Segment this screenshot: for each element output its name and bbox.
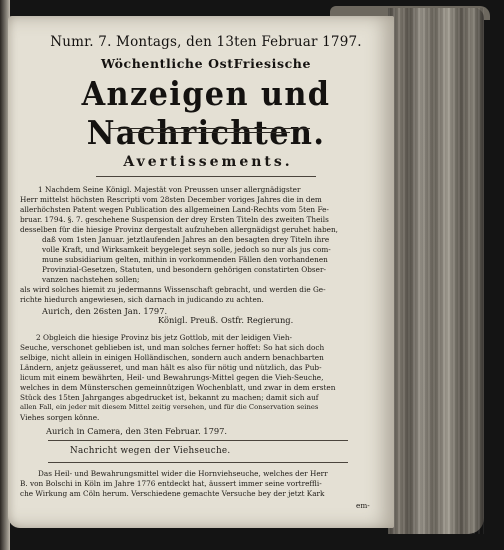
notice1-date: Aurich, den 26sten Jan. 1797. bbox=[42, 306, 168, 316]
notice1-line: volle Kraft, und Wirksamkeit beygeleget seyn solle, jedoch so nur als jus com- bbox=[42, 245, 331, 254]
notice2-line: Seuche, verschonet geblieben ist, und man solches ferner hoffet: So hat sich doch bbox=[20, 343, 325, 352]
notice3-line: che Wirkung am Cöln herum. Verschiedene gemachte Versuche bey der jetzt Kark bbox=[20, 489, 325, 498]
notice2-line: welches in dem Münsterschen gemeinnützigen Wochenblatt, und zwar in dem ersten bbox=[20, 383, 336, 392]
title-rule-thin bbox=[130, 132, 290, 133]
notice2-line: Viehes sorgen könne. bbox=[20, 413, 100, 422]
notice2-date: Aurich in Camera, den 3ten Februar. 1797. bbox=[46, 426, 228, 436]
notice2-line: selbige, nicht allein in einigen Holländischen, sondern auch andern benachbarten bbox=[20, 353, 324, 362]
notice2-line: Ländern, anjetz geäusseret, und man hält es also für nötig und nützlich, das Pub- bbox=[20, 363, 322, 372]
notice3-line: Das Heil- und Bewahrungsmittel wider die Hornviehseuche, welches der Herr bbox=[38, 469, 328, 478]
issue-line: Numr. 7. Montags, den 13ten Februar 1797. bbox=[50, 34, 362, 50]
publication-title: Anzeigen und Nachrichten. bbox=[81, 74, 331, 152]
newspaper-page bbox=[8, 16, 394, 528]
notice2-line: allen Fall, ein jeder mit diesem Mittel zeitig versehen, und für die Conservation seines bbox=[20, 403, 319, 411]
notice3-rule bbox=[48, 462, 348, 463]
notice1-line: allerhöchsten Patent wegen Publication des allgemeinen Land-Rechts vom 5ten Fe- bbox=[20, 205, 329, 214]
notice1-line: mune subsidiarium gelten, mithin in vorkommenden Fällen den vorhandenen bbox=[42, 255, 328, 264]
notice1-line: Herr mittelst höchsten Rescripti vom 28sten December voriges Jahres die in dem bbox=[20, 195, 322, 204]
notice2-line: Stück des 15ten Jahrganges abgedrucket ist, bekannt zu machen; damit sich auf bbox=[20, 393, 319, 402]
page-stack-edge bbox=[388, 8, 484, 534]
notice1-line: bruar. 1794. §. 7. geschehene Suspension der drey Ersten Titeln des zweiten Theils bbox=[20, 215, 329, 224]
notice1-signature: Königl. Preuß. Ostfr. Regierung. bbox=[158, 315, 294, 325]
notice3-rule bbox=[48, 440, 348, 441]
notice1-line: desselben für die hiesige Provinz dergestalt aufzuheben allergnädigst geruhet haben, bbox=[20, 225, 338, 234]
section-title: Avertissements. bbox=[123, 154, 293, 170]
notice1-line: vanzen nachstehen sollen; bbox=[42, 275, 140, 284]
notice1-line: als wird solches hiemit zu jedermanns Wissenschaft gebracht, und werden die Ge- bbox=[20, 285, 326, 294]
notice3-heading: Nachricht wegen der Viehseuche. bbox=[70, 446, 231, 456]
notice1-line: daß vom 1sten Januar. jetztlaufenden Jahres an den besagten drey Titeln ihre bbox=[42, 235, 330, 244]
notice2-line: licum mit einem bewährten, Heil- und Bewahrungs-Mittel gegen die Vieh-Seuche, bbox=[20, 373, 324, 382]
title-rule bbox=[110, 128, 310, 129]
notice3-catchword: em- bbox=[356, 501, 370, 510]
notice1-line: Provinzial-Gesetzen, Statuten, und besondern gehörigen constatirten Obser- bbox=[42, 265, 326, 274]
publication-subtitle: Wöchentliche OstFriesische bbox=[100, 56, 312, 71]
section-rule bbox=[96, 176, 316, 177]
notice1-line: richte hiedurch angewiesen, sich darnach in judicando zu achten. bbox=[20, 295, 264, 304]
notice1-line: 1 Nachdem Seine Königl. Majestät von Preussen unser allergnädigster bbox=[38, 185, 301, 194]
notice3-line: B. von Bolschi in Köln im Jahre 1776 entdeckt hat, äussert immer seine vortreffli- bbox=[20, 479, 322, 488]
notice2-line: 2 Obgleich die hiesige Provinz bis jetz Gottlob, mit der leidigen Vieh- bbox=[36, 333, 292, 342]
